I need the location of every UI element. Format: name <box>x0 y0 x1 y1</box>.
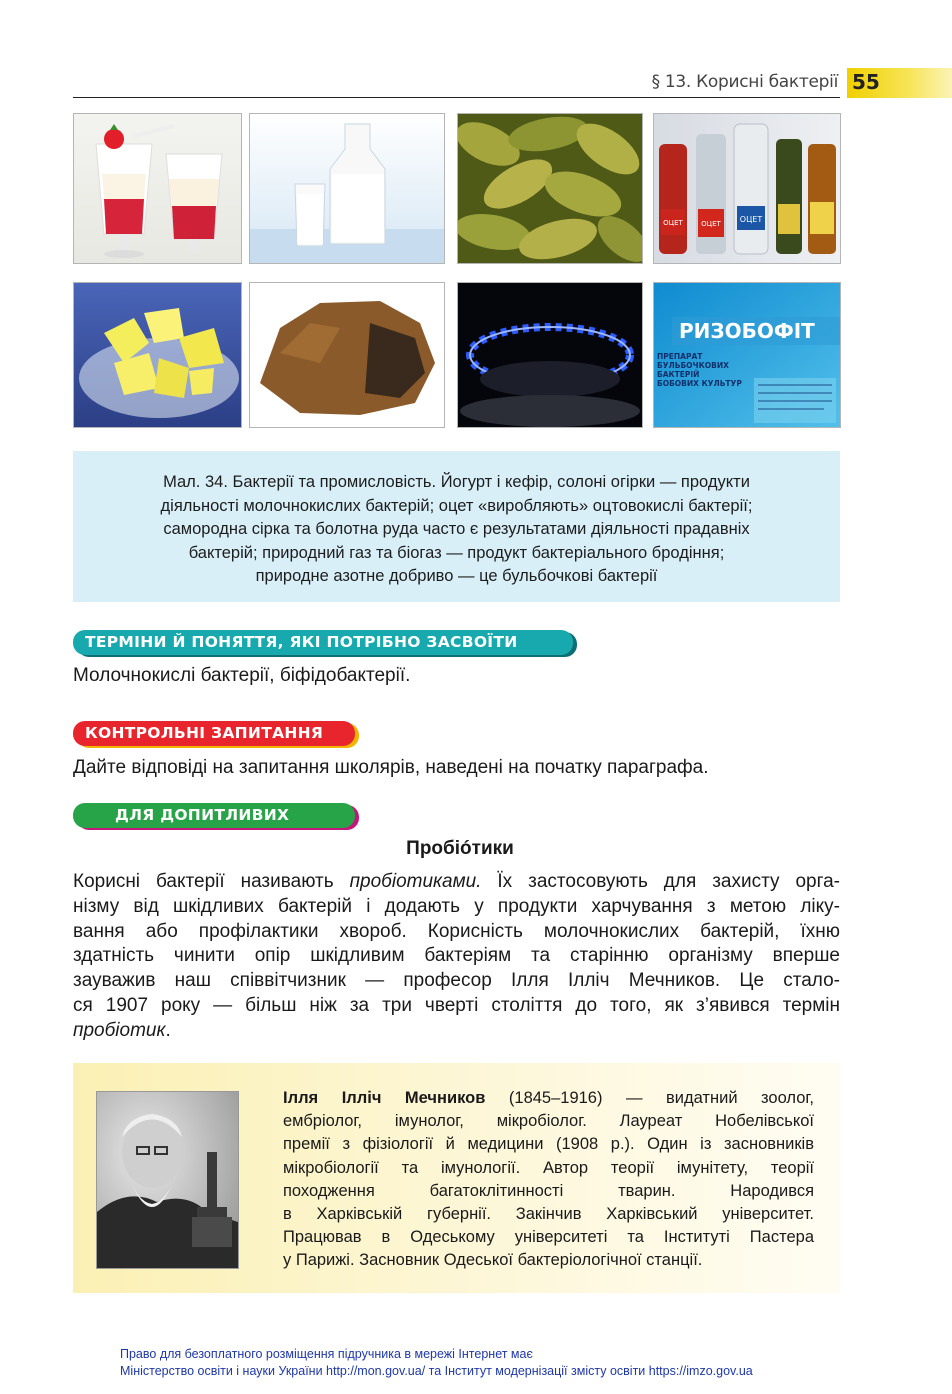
figure-caption <box>95 471 818 589</box>
footer-line-1: Право для безоплатного розміщення підручника в мережі Інтернет має <box>120 1347 533 1361</box>
paragraph-line: вання або профілактики хвороб. Корисність молочнокислих бактерій, їхню <box>73 920 840 942</box>
rizobofit-package-photo <box>653 282 841 428</box>
bio-line: походження багатоклітинності тварин. Народився <box>283 1181 814 1200</box>
bio-name: Ілля Ілліч Мечников <box>283 1089 486 1107</box>
paragraph-line: зауважив наш співвітчизник — професор Ілля Ілліч Мечников. Це стало- <box>73 970 840 992</box>
footer-line-2: Міністерство освіти і науки України http://mon.gov.ua/ та Інститут модернізації змісту освіти https://imzo.gov.ua <box>120 1364 753 1378</box>
bio-line: у Парижі. Засновник Одеської бактеріологічної станції. <box>283 1251 703 1270</box>
paragraph-line: ся 1907 року — більш ніж за три чверті століття до того, як з’явився термін <box>73 994 840 1016</box>
paragraph-line: нізму від шкідливих бактерій і додають у продукти харчування з метою ліку- <box>73 895 840 917</box>
bio-line: ембріолог, імунолог, мікробіолог. Лауреат Нобелівської <box>283 1112 814 1131</box>
bio-line: премії з фізіології й медицини (1908 р.). Один із засновників <box>283 1135 814 1154</box>
paragraph-line: пробіотик. <box>73 1019 171 1041</box>
bio-line: Працював в Одеському університеті та Інституті Пастера <box>283 1228 814 1247</box>
paragraph-line: здатність чинити опір шкідливим бактеріям та старінню організму вперше <box>73 945 840 967</box>
sulfur-crystals-photo <box>73 282 242 428</box>
curious-heading-banner: ДЛЯ ДОПИТЛИВИХ <box>73 803 355 828</box>
pickled-cucumbers-photo <box>457 113 643 264</box>
copyright-footer <box>120 1346 753 1380</box>
mechnikov-portrait-photo <box>96 1091 239 1269</box>
paragraph-line: Корисні бактерії називають пробіотиками. Їх застосовують для захисту орга- <box>73 871 840 892</box>
package-line-2: БУЛЬБОЧКОВИХ <box>657 361 729 370</box>
package-line-1: ПРЕПАРАТ <box>657 352 703 361</box>
package-line-3: БАКТЕРІЙ <box>657 370 700 379</box>
vinegar-bottles-photo <box>653 113 841 264</box>
running-header: § 13. Корисні бактерії <box>651 72 838 92</box>
caption-line: бактерій; природний газ та біогаз — продукт бактеріального бродіння; <box>188 543 725 562</box>
yogurt-glasses-photo <box>73 113 242 264</box>
caption-line: Мал. 34. Бактерії та промисловість. Йогурт і кефір, солоні огірки — продукти <box>163 473 750 491</box>
bio-line: Ілля Ілліч Мечников (1845–1916) — видатний зоолог, <box>283 1089 814 1107</box>
probiotics-paragraph <box>73 870 840 1044</box>
caption-line: природне азотне добриво — це бульбочкові бактерії <box>255 567 658 585</box>
bio-line: в Харківській губернії. Закінчив Харківський університет. <box>283 1205 814 1224</box>
probiotics-subtitle: Пробióтики <box>406 838 514 859</box>
questions-heading-banner: КОНТРОЛЬНІ ЗАПИТАННЯ <box>73 721 355 746</box>
milk-bottle-photo <box>249 113 445 264</box>
gas-burner-flame-photo <box>457 282 643 428</box>
caption-line: діяльності молочнокислих бактерій; оцет «виробляють» оцтовокислі бактерії; <box>160 496 753 515</box>
bottle-label-3: ОЦЕТ <box>739 215 763 224</box>
terms-text: Молочнокислі бактерії, біфідобактерії. <box>73 665 411 686</box>
bio-line: мікробіології та імунології. Автор теорії імунітету, теорії <box>283 1158 814 1177</box>
package-title: РИЗОБОФІТ <box>679 319 815 343</box>
questions-text: Дайте відповіді на запитання школярів, наведені на початку параграфа. <box>73 757 709 778</box>
bottle-label-2: ОЦЕТ <box>701 220 721 228</box>
biography-text <box>283 1087 814 1273</box>
page-number: 55 <box>852 70 880 94</box>
bog-iron-ore-photo <box>249 282 445 428</box>
caption-line: самородна сірка та болотна руда часто є результатами діяльності прадавніх <box>163 520 750 538</box>
header-rule <box>73 97 840 98</box>
bottle-label-1: ОЦЕТ <box>663 219 683 227</box>
package-line-4: БОБОВИХ КУЛЬТУР <box>657 379 742 388</box>
terms-heading-banner: ТЕРМІНИ Й ПОНЯТТЯ, ЯКІ ПОТРІБНО ЗАСВОЇТИ <box>73 630 573 655</box>
